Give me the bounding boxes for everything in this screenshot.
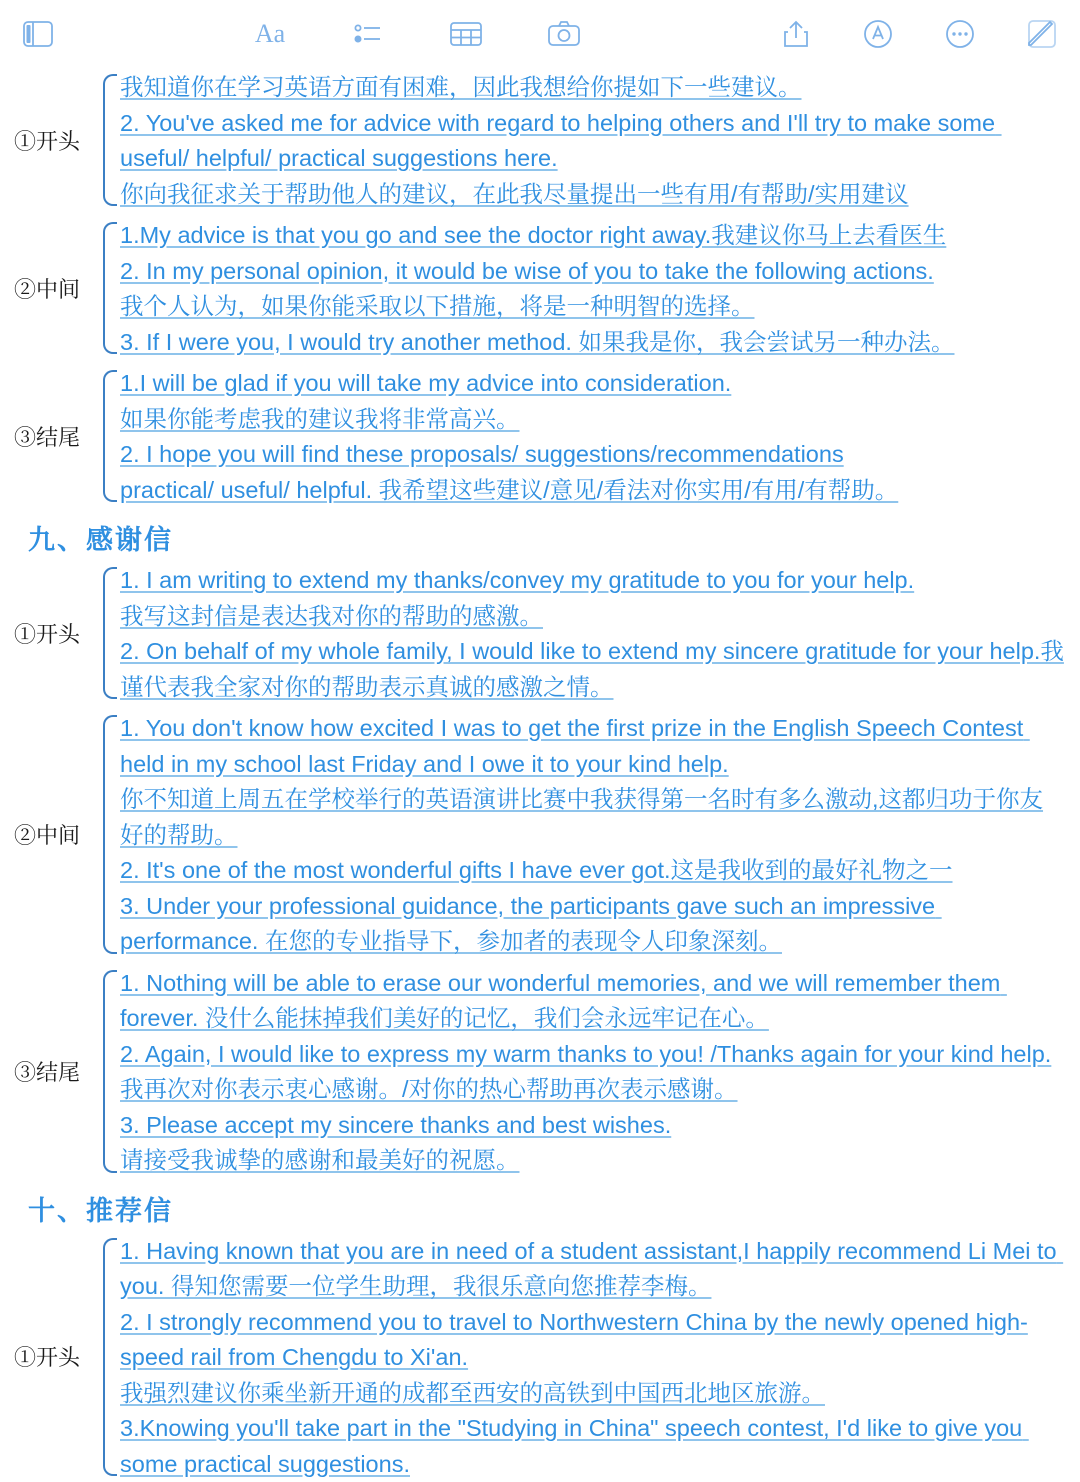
text-line: 2. On behalf of my whole family, I would like to extend my sincere gratitude for your help.我谨代表我全家对你的帮助表示真诚的感激之情。 <box>120 634 1066 705</box>
block-lines <box>120 561 1066 705</box>
text-line: 1. You don't know how excited I was to get the first prize in the English Speech Contest held in my school last Friday and I owe it to your kind help. <box>120 711 1066 782</box>
note-body <box>0 68 1080 1482</box>
text-line: 1. I am writing to extend my thanks/convey my gratitude to you for your help. <box>120 563 1066 599</box>
block-label: ③结尾 <box>10 964 98 1179</box>
brace-decoration <box>98 964 116 1179</box>
text-line: 1.I will be glad if you will take my advice into consideration. <box>120 366 1066 402</box>
text-line: 3. Under your professional guidance, the participants gave such an impressive performance. 在您的专业指导下，参加者的表现令人印象深刻。 <box>120 889 1066 960</box>
text-line: practical/ useful/ helpful. 我希望这些建议/意见/看法对你实用/有用/有帮助。 <box>120 473 1066 509</box>
more-icon[interactable] <box>940 14 980 54</box>
toolbar-left-group <box>18 14 58 54</box>
toolbar-right-group <box>776 14 1062 54</box>
content-block <box>10 964 1066 1179</box>
text-line: 我写这封信是表达我对你的帮助的感激。 <box>120 599 1066 635</box>
content-block <box>10 364 1066 508</box>
toolbar-center-group <box>58 14 776 54</box>
block-label: ①开头 <box>10 561 98 705</box>
text-line: 3. If I were you, I would try another method. 如果我是你，我会尝试另一种办法。 <box>120 325 1066 361</box>
content-block <box>10 709 1066 960</box>
text-line: 2. I strongly recommend you to travel to Northwestern China by the newly opened high-speed rail from Chengdu to Xi'an. <box>120 1305 1066 1376</box>
text-line: 2. It's one of the most wonderful gifts I have ever got.这是我收到的最好礼物之一 <box>120 853 1066 889</box>
sidebar-toggle-icon[interactable] <box>18 14 58 54</box>
text-line: 我知道你在学习英语方面有困难，因此我想给你提如下一些建议。 <box>120 70 1066 106</box>
text-line: 我个人认为，如果你能采取以下措施，将是一种明智的选择。 <box>120 289 1066 325</box>
compose-icon[interactable] <box>1022 14 1062 54</box>
brace-decoration <box>98 364 116 508</box>
table-icon[interactable] <box>446 14 486 54</box>
brace-decoration <box>98 709 116 960</box>
text-line: 1.My advice is that you go and see the doctor right away.我建议你马上去看医生 <box>120 218 1066 254</box>
brace-decoration <box>98 1232 116 1482</box>
content-block <box>10 216 1066 360</box>
block-label: ③结尾 <box>10 364 98 508</box>
text-line: 1. Having known that you are in need of a student assistant,I happily recommend Li Mei to you. 得知您需要一位学生助理，我很乐意向您推荐李梅。 <box>120 1234 1066 1305</box>
block-label: ②中间 <box>10 709 98 960</box>
block-lines <box>120 364 1066 508</box>
brace-decoration <box>98 216 116 360</box>
text-line: 你不知道上周五在学校举行的英语演讲比赛中我获得第一名时有多么激动,这都归功于你友好的帮助。 <box>120 782 1066 853</box>
text-line: 我强烈建议你乘坐新开通的成都至西安的高铁到中国西北地区旅游。 <box>120 1376 1066 1412</box>
block-lines <box>120 68 1066 212</box>
text-line: 3.Knowing you'll take part in the "Studying in China" speech contest, I'd like to give you some practical suggestions. <box>120 1411 1066 1482</box>
share-icon[interactable] <box>776 14 816 54</box>
text-line: 3. Please accept my sincere thanks and best wishes. <box>120 1108 1066 1144</box>
toolbar <box>0 0 1080 68</box>
markup-icon[interactable] <box>858 14 898 54</box>
checklist-icon[interactable] <box>348 14 388 54</box>
content-block <box>10 68 1066 212</box>
brace-decoration <box>98 68 116 212</box>
section-heading: 九、感谢信 <box>28 518 1066 557</box>
block-lines <box>120 709 1066 960</box>
content-block <box>10 561 1066 705</box>
block-label: ①开头 <box>10 68 98 212</box>
text-line: 2. In my personal opinion, it would be wise of you to take the following actions. <box>120 254 1066 290</box>
text-line: 你向我征求关于帮助他人的建议，在此我尽量提出一些有用/有帮助/实用建议 <box>120 177 1066 213</box>
text-line: 如果你能考虑我的建议我将非常高兴。 <box>120 402 1066 438</box>
text-line: 1. Nothing will be able to erase our wonderful memories, and we will remember them forever. 没什么能抹掉我们美好的记忆，我们会永远牢记在心。 <box>120 966 1066 1037</box>
text-format-icon[interactable]: Aa <box>250 14 290 54</box>
block-lines <box>120 964 1066 1179</box>
text-line: 请接受我诚挚的感谢和最美好的祝愿。 <box>120 1143 1066 1179</box>
text-line: 2. You've asked me for advice with regard to helping others and I'll try to make some useful/ helpful/ practical suggestions here. <box>120 106 1066 177</box>
text-line: 2. I hope you will find these proposals/ suggestions/recommendations <box>120 437 1066 473</box>
text-line: 2. Again, I would like to express my warm thanks to you! /Thanks again for your kind help.我再次对你表示衷心感谢。/对你的热心帮助再次表示感谢。 <box>120 1037 1066 1108</box>
section-heading: 十、推荐信 <box>28 1189 1066 1228</box>
block-lines <box>120 1232 1066 1482</box>
brace-decoration <box>98 561 116 705</box>
block-lines <box>120 216 1066 360</box>
block-label: ①开头 <box>10 1232 98 1482</box>
content-block <box>10 1232 1066 1482</box>
camera-icon[interactable] <box>544 14 584 54</box>
block-label: ②中间 <box>10 216 98 360</box>
